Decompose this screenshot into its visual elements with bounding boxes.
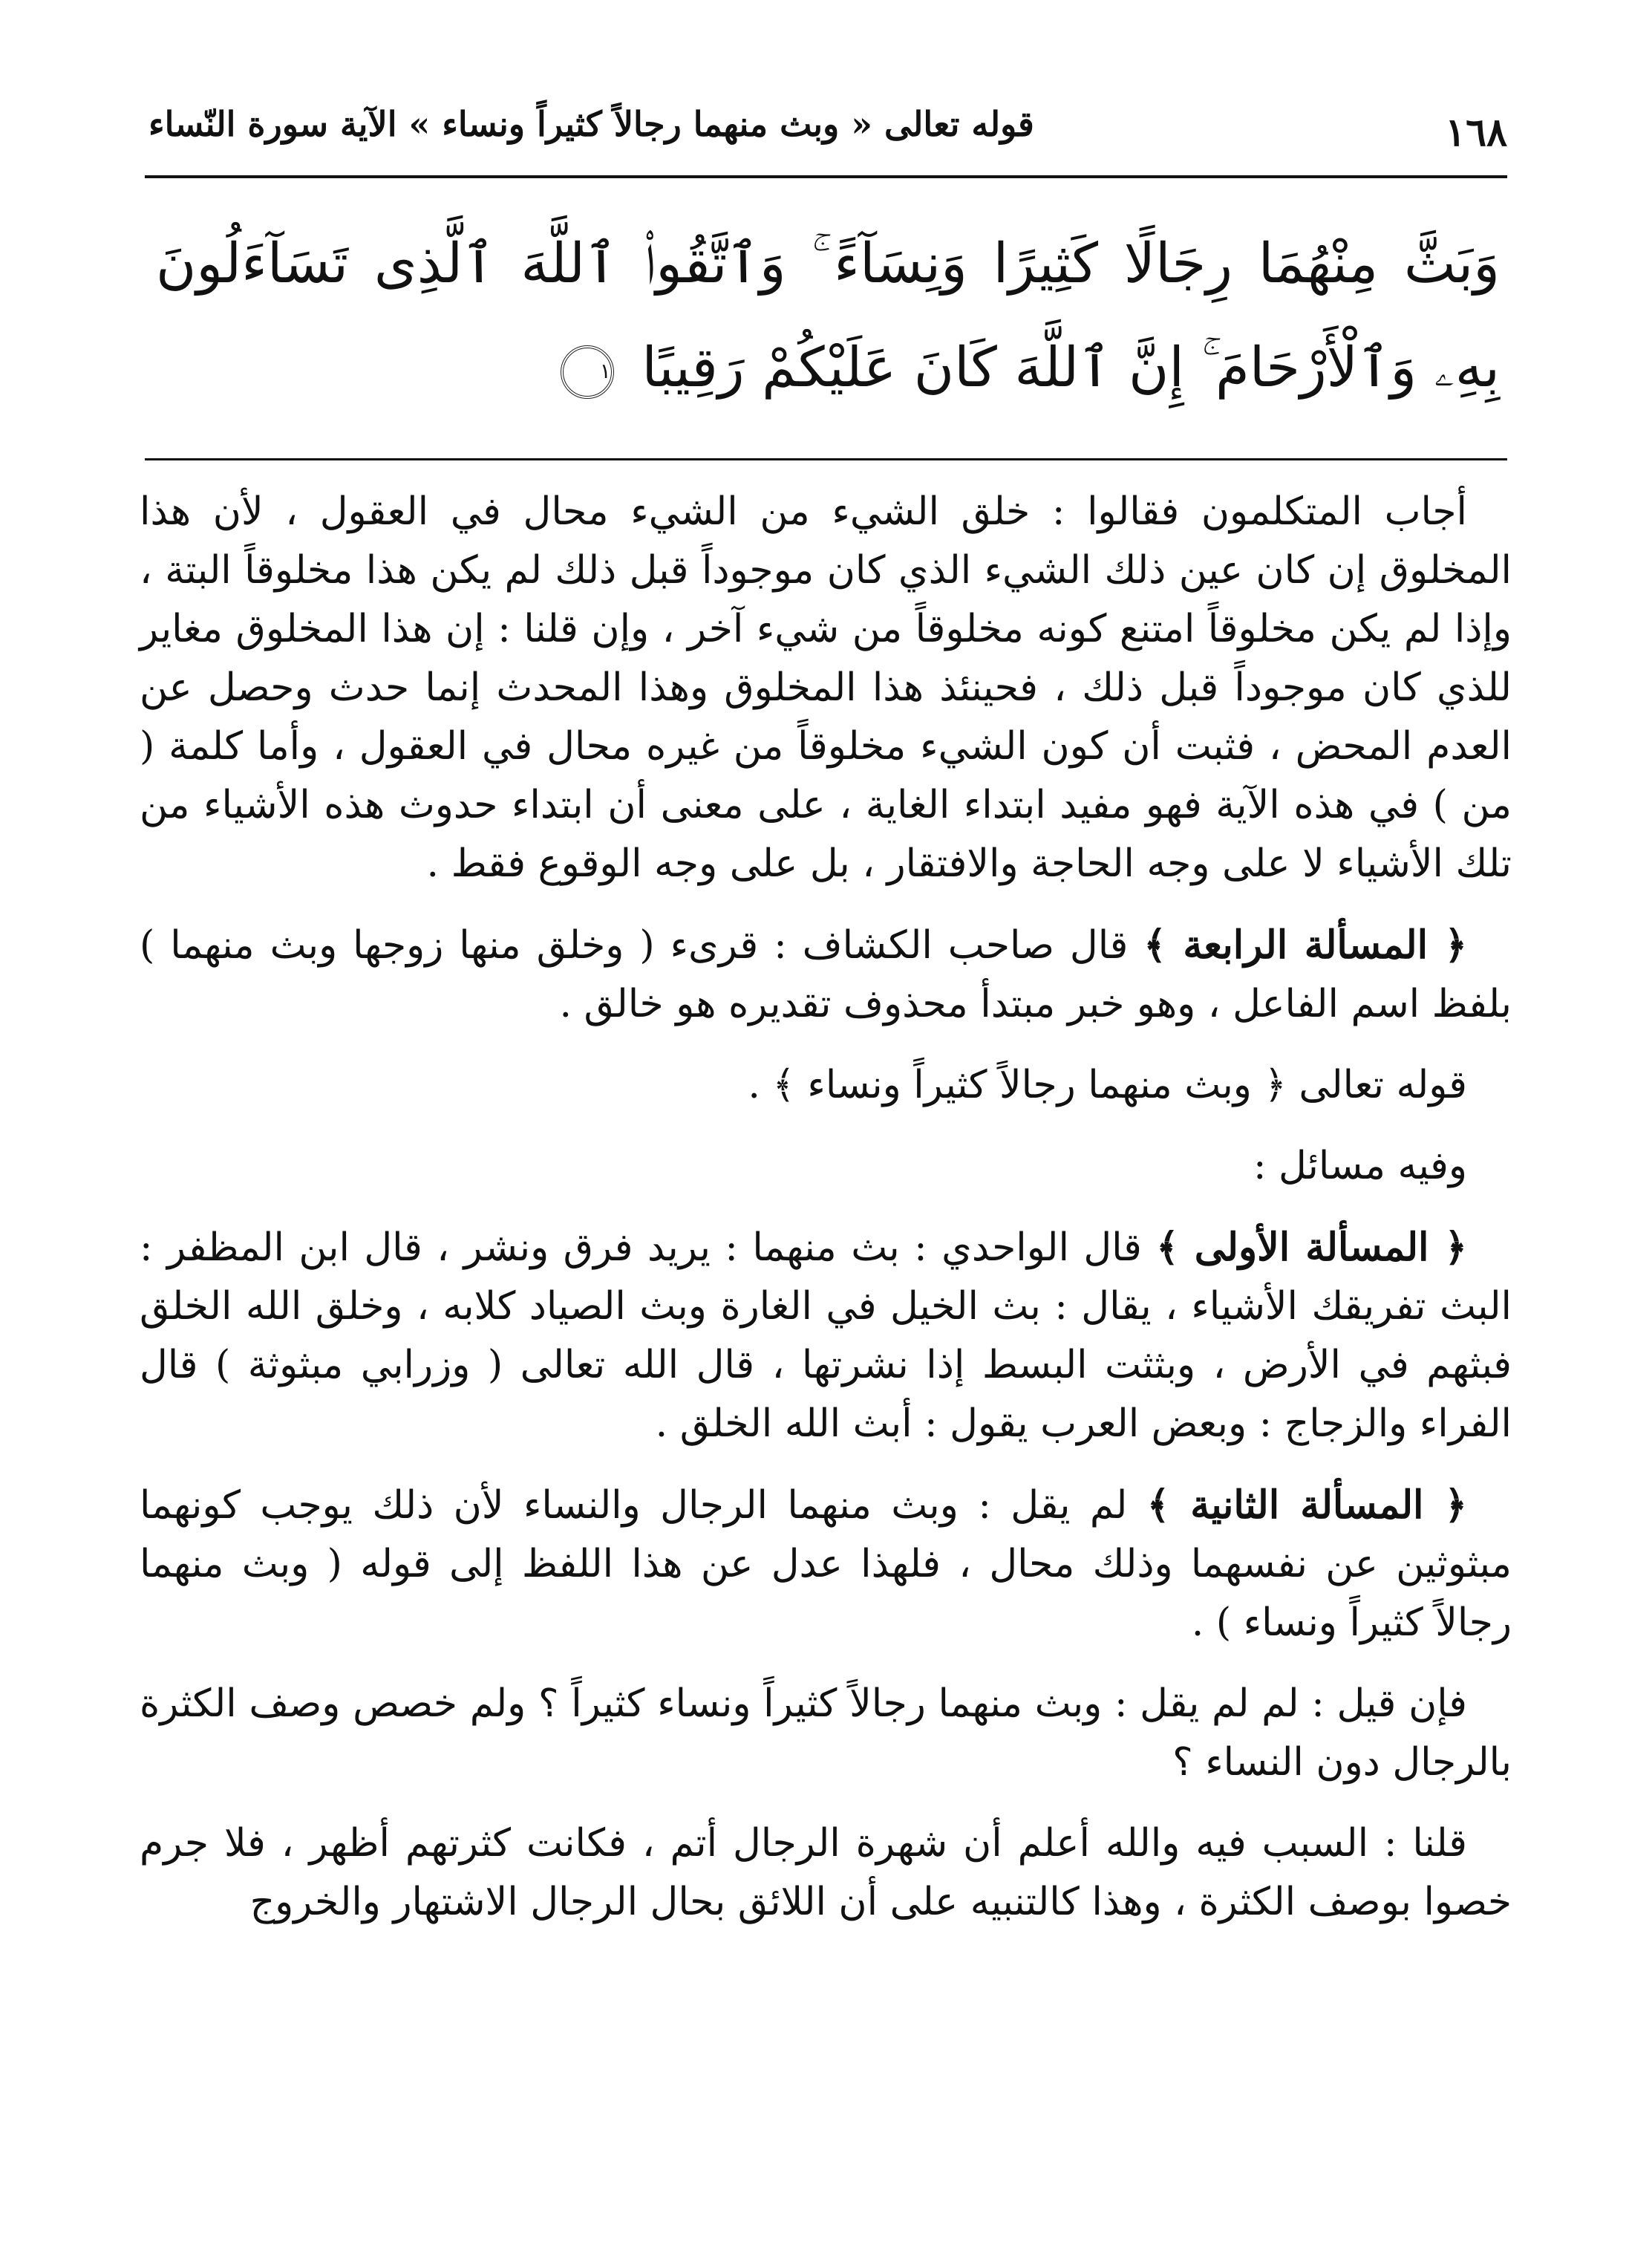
paragraph-6 <box>140 1476 1512 1652</box>
paragraph-5 <box>140 1218 1512 1453</box>
verse-rule <box>145 458 1507 460</box>
quran-verse <box>156 212 1500 420</box>
paragraph-2 <box>140 916 1512 1034</box>
page-number: ١٦٨ <box>1445 110 1507 155</box>
paragraph-7: فإن قيل : لم لم يقل : وبث منهما رجالاً كثيراً ونساء كثيراً ؟ ولم خصص وصف الكثرة بالرجال دون النساء ؟ <box>140 1681 1512 1785</box>
paragraph-2-text: قال صاحب الكشاف : قرىء ( وخلق منها زوجها وبث منهما ) بلفظ اسم الفاعل ، وهو خبر مبتدأ محذوف تقديره هو خالق . <box>140 923 1512 1026</box>
issue-heading-1: ﴿ المسألة الأولى ﴾ <box>1156 1225 1467 1270</box>
paragraph-6-text: لم يقل : وبث منهما الرجال والنساء لأن ذلك يوجب كونهما مبثوثين عن نفسهما وذلك محال ، فلهذا عدل عن هذا اللفظ إلى قوله ( وبث منهما رجالاً كثيراً ونساء ) . <box>140 1483 1512 1645</box>
issue-heading-4: ﴿ المسألة الرابعة ﴾ <box>1143 922 1467 968</box>
paragraph-1: أجاب المتكلمون فقالوا : خلق الشيء من الشيء محال في العقول ، لأن هذا المخلوق إن كان عين ذلك الشيء الذي كان موجوداً قبل ذلك لم يكن هذا مخلوقاً البتة ، وإذا لم يكن مخلوقاً امتنع كونه مخلوقاً من شيء آخر ، وإن قلنا : إن هذا المخلوق مغاير للذي كان موجوداً قبل ذلك ، فحينئذ هذا المخلوق وهذا المحدث إنما حدث وحصل عن العدم المحض ، فثبت أن كون الشيء مخلوقاً من غيره محال في العقول ، وأما كلمة ( من ) في هذه الآية فهو مفيد ابتداء الغاية ، على معنى أن ابتداء حدوث هذه الأشياء من تلك الأشياء لا على وجه الحاجة والافتقار ، بل على وجه الوقوع فقط . <box>140 489 1512 886</box>
paragraph-3: قوله تعالى ﴿ وبث منهما رجالاً كثيراً ونساء ﴾ . <box>748 1063 1467 1107</box>
commentary-text <box>140 483 1512 1932</box>
verse-text: وَبَثَّ مِنْهُمَا رِجَالًا كَثِيرًا وَنِسَآءً ۚ وَٱتَّقُوا۟ ٱللَّهَ ٱلَّذِى تَسَآءَلُونَ بِهِۦ وَٱلْأَرْحَامَ ۚ إِنَّ ٱللَّهَ كَانَ عَلَيْكُمْ رَقِيبًا <box>156 232 1500 400</box>
running-head: قوله تعالى « وبث منهما رجالاً كثيراً ونساء » الآية سورة النّساء <box>148 104 1034 144</box>
paragraph-8: قلنا : السبب فيه والله أعلم أن شهرة الرجال أتم ، فكانت كثرتهم أظهر ، فلا جرم خصوا بوصف الكثرة ، وهذا كالتنبيه على أن اللائق بحال الرجال الاشتهار والخروج <box>140 1821 1512 1924</box>
verse-number: ١ <box>599 358 611 383</box>
page-header <box>148 97 1507 156</box>
paragraph-5-text: قال الواحدي : بث منهما : يريد فرق ونشر ، قال ابن المظفر : البث تفريقك الأشياء ، يقال : بث الخيل في الغارة وبث الصياد كلابه ، وخلق الله الخلق فبثهم في الأرض ، وبثثت البسط إذا نشرتها ، قال الله تعالى ( وزرابي مبثوثة ) قال الفراء والزجاج : وبعض العرب يقول : أبث الله الخلق . <box>140 1225 1512 1446</box>
paragraph-4: وفيه مسائل : <box>1253 1144 1467 1188</box>
issue-heading-2: ﴿ المسألة الثانية ﴾ <box>1146 1482 1467 1528</box>
verse-end-marker <box>561 345 614 399</box>
header-rule <box>145 175 1507 178</box>
